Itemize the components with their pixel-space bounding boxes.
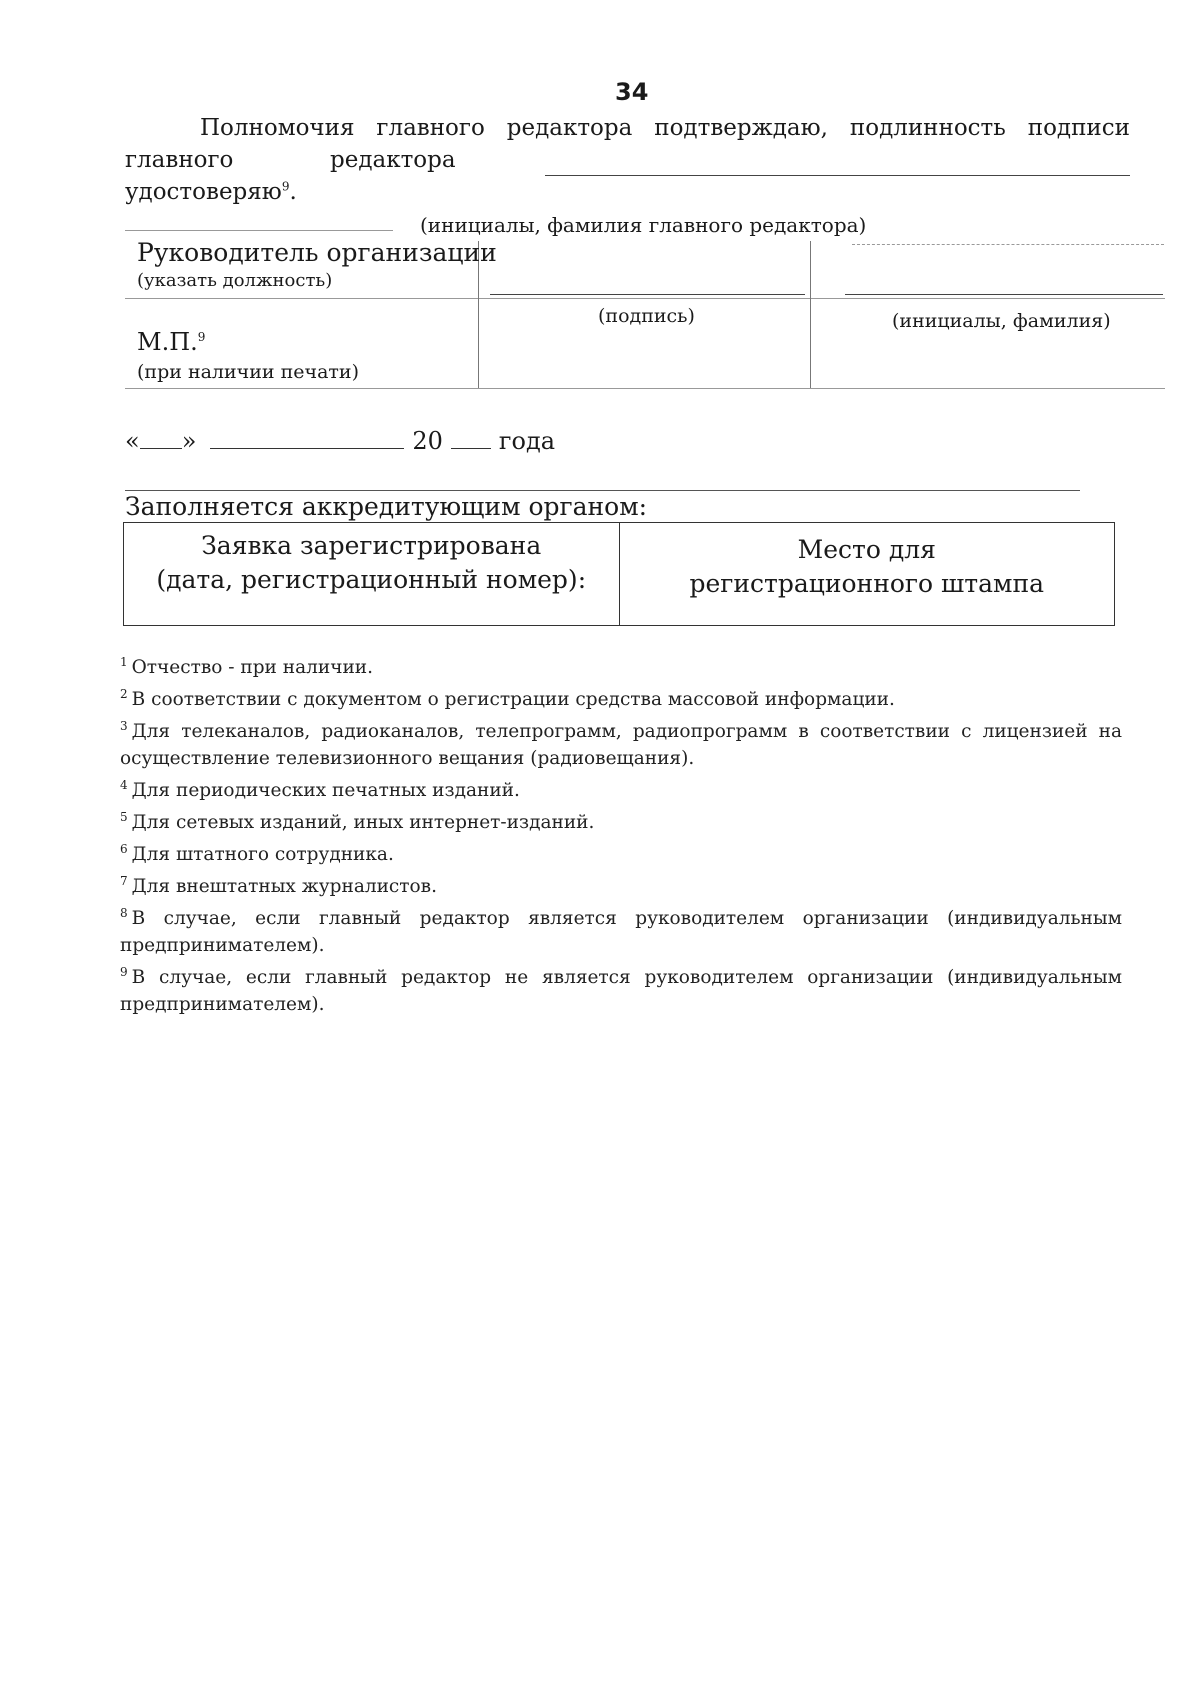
stamp-cell[interactable] [620, 523, 1115, 625]
footnote-text: Для сетевых изданий, иных интернет-изданий. [131, 812, 595, 833]
confirmation-word: подлинность [849, 115, 1006, 141]
table-column-divider [810, 241, 811, 388]
confirmation-word: Полномочия [200, 115, 355, 141]
footnote-text: Для периодических печатных изданий. [131, 780, 520, 801]
open-quote: « [125, 427, 140, 455]
registration-info-cell[interactable] [124, 523, 620, 625]
footnote-text: Для внештатных журналистов. [131, 876, 437, 897]
footnote-ref: 9 [281, 179, 290, 194]
year-word: года [498, 427, 556, 455]
confirmation-word: редактора [330, 147, 456, 173]
page-number: 34 [615, 78, 649, 106]
footnote-number: 5 [120, 809, 128, 824]
initials-surname-field[interactable] [845, 294, 1163, 295]
confirmation-line-1 [125, 112, 1130, 144]
fill-label: Заполняется аккредитующим органом: [125, 492, 648, 521]
year-field[interactable] [451, 426, 491, 449]
month-field[interactable] [210, 426, 404, 449]
stamp-place-text: М.П. [137, 328, 198, 356]
table-row-divider [125, 298, 1165, 299]
footnote [120, 964, 1122, 1018]
year-prefix: 20 [412, 427, 443, 455]
footnote-ref: 9 [197, 330, 206, 344]
table-row-divider [125, 388, 1165, 389]
signature-caption: (подпись) [598, 305, 695, 327]
stamp-place-note: (при наличии печати) [137, 361, 359, 383]
registration-info-line: Заявка зарегистрирована [201, 531, 542, 560]
confirmation-word: редактора [506, 115, 633, 141]
head-title: Руководитель организации [137, 238, 497, 267]
footnote-text: Отчество - при наличии. [131, 657, 373, 678]
confirmation-line-2 [125, 144, 1130, 176]
stamp-cell-line: Место для [797, 535, 936, 564]
footnote [120, 777, 1122, 804]
confirmation-word: главного [376, 115, 485, 141]
footnote [120, 686, 1122, 713]
initials-surname-caption: (инициалы, фамилия) [892, 310, 1111, 332]
footnote-number: 4 [120, 777, 128, 792]
footnote [120, 873, 1122, 900]
footnotes [120, 654, 1122, 1023]
confirmation-end: . [289, 179, 297, 205]
head-subtitle: (указать должность) [137, 270, 333, 291]
registration-table [123, 522, 1115, 626]
date-line [125, 426, 555, 455]
footnote [120, 809, 1122, 836]
editor-signature-line[interactable] [545, 149, 1130, 176]
confirmation-line-3 [125, 176, 1130, 208]
stamp-place-label [137, 328, 205, 356]
footnote-number: 9 [120, 964, 128, 979]
confirmation-paragraph [125, 112, 1130, 208]
footnote [120, 718, 1122, 772]
footnote [120, 654, 1122, 681]
editor-name-caption: (инициалы, фамилия главного редактора) [420, 213, 867, 237]
confirmation-word: главного [125, 147, 234, 173]
divider [125, 230, 393, 231]
footnote-number: 8 [120, 905, 128, 920]
footnote-number: 7 [120, 873, 128, 888]
stamp-cell-line: регистрационного штампа [689, 569, 1045, 598]
footnote-text: В случае, если главный редактор не является руководителем организации (индивидуальным предпринимателем). [120, 967, 1122, 1015]
footnote-text: Для телеканалов, радиоканалов, телепрограмм, радиопрограмм в соответствии с лицензией на осуществление телевизионного вещания (радиовещания). [120, 721, 1122, 769]
section-separator [125, 490, 1080, 491]
day-field[interactable] [140, 426, 182, 449]
footnote-text: В соответствии с документом о регистрации средства массовой информации. [131, 689, 895, 710]
confirmation-word: подписи [1027, 115, 1130, 141]
registration-info-line: (дата, регистрационный номер): [156, 565, 587, 594]
footnote-text: В случае, если главный редактор является руководителем организации (индивидуальным предпринимателем). [120, 908, 1122, 956]
footnote-number: 2 [120, 686, 128, 701]
footnote-number: 3 [120, 718, 128, 733]
signature-field[interactable] [490, 294, 805, 295]
confirmation-word: подтверждаю, [654, 115, 828, 141]
footnote [120, 841, 1122, 868]
footnote-number: 1 [120, 654, 128, 669]
confirmation-word: удостоверяю [125, 179, 282, 205]
close-quote: » [181, 427, 197, 455]
footnote-number: 6 [120, 841, 128, 856]
footnote-text: Для штатного сотрудника. [131, 844, 394, 865]
footnote [120, 905, 1122, 959]
